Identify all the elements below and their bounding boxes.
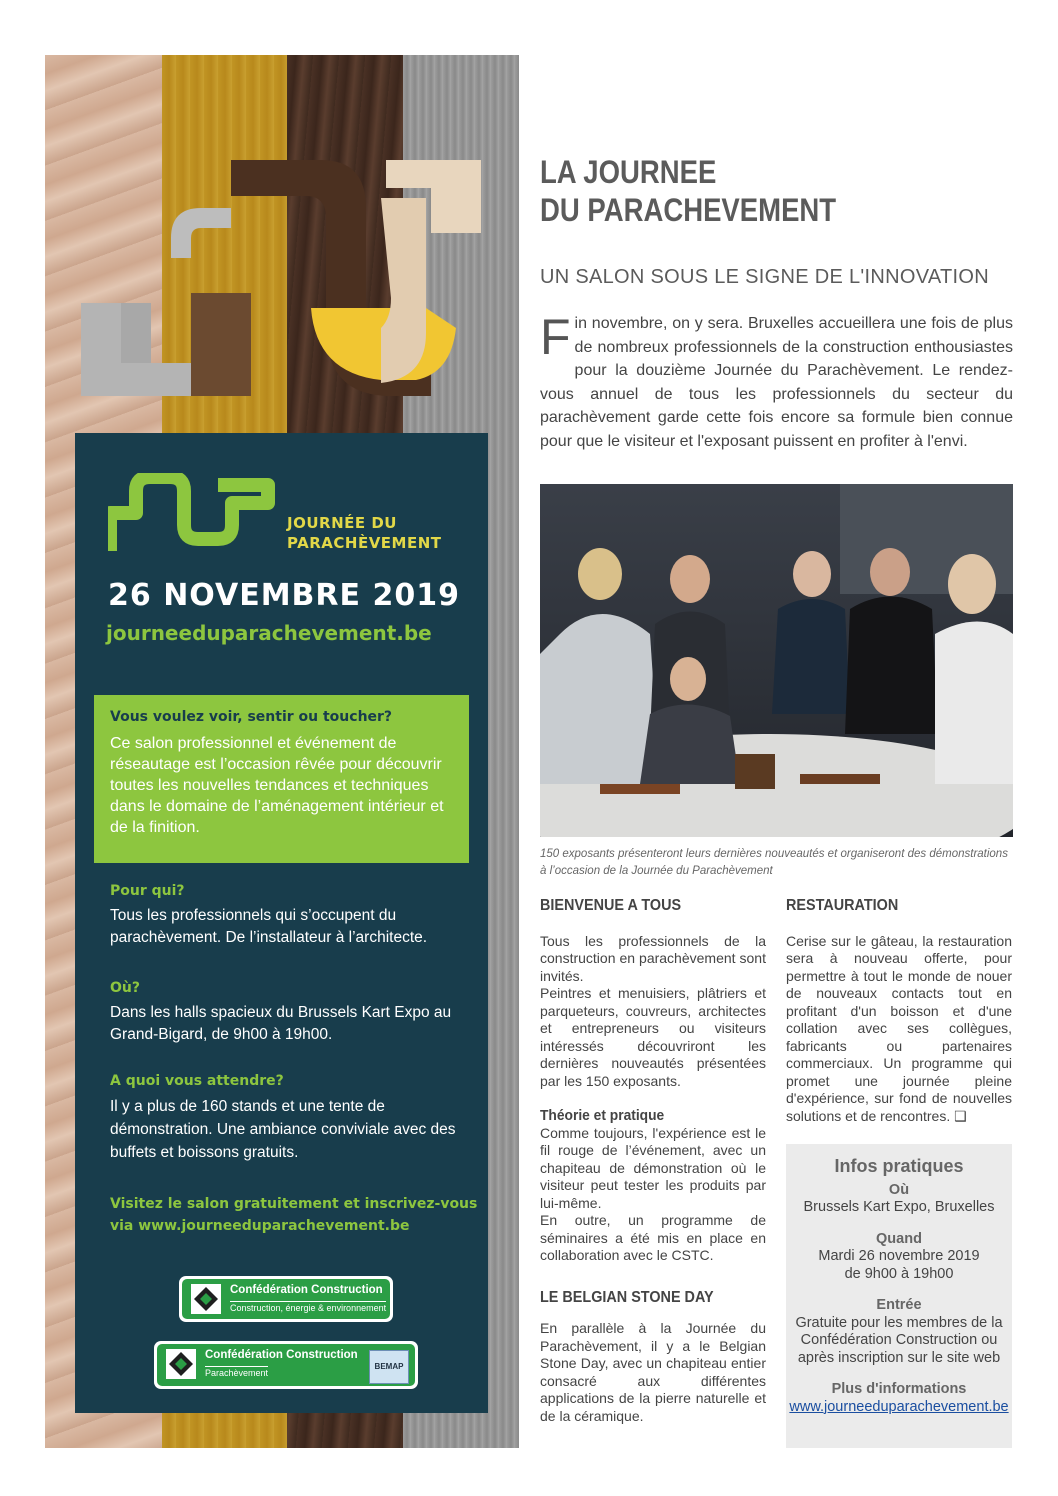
where-label: Où bbox=[888, 1181, 910, 1198]
confederation-badge bbox=[179, 1276, 393, 1322]
intro-text: in novembre, on y sera. Bruxelles accueillera une fois de plus de nombreux professionnels de la construction enthousiastes pour la douzième Journée du Parachèvement. Le rendez-vous annuel de tous les professionnels du secteur du parachèvement garde cette fois encore sa formule bien connue pour que le visiteur et l'exposant puissent en profiter à l'envi. bbox=[540, 315, 1013, 450]
event-banner bbox=[45, 55, 519, 1448]
article-intro bbox=[540, 309, 1013, 453]
stone-day-heading: LE BELGIAN STONE DAY bbox=[540, 1288, 714, 1306]
qa-where bbox=[110, 980, 475, 1046]
highlight-box bbox=[94, 695, 469, 863]
visit-cta[interactable]: Visitez le salon gratuitement et inscrivez-vous via www.journeeduparachevement.be bbox=[110, 1196, 478, 1234]
qa-text: Tous les professionnels qui s’occupent du parachèvement. De l’installateur à l’architecte. bbox=[110, 907, 428, 946]
highlight-heading: Vous voulez voir, sentir ou toucher? bbox=[110, 709, 393, 725]
photo-caption: 150 exposants présenteront leurs dernières nouveautés et organiseront des démonstrations à l’occasion de la Journée du Parachèvement bbox=[540, 848, 1008, 877]
exhibition-photo bbox=[540, 484, 1013, 837]
info-panel bbox=[75, 433, 488, 1413]
badge-subtitle: Construction, énergie & environnement bbox=[230, 1303, 387, 1313]
article-title bbox=[540, 153, 836, 229]
material-logo-graphic bbox=[81, 158, 491, 398]
column-restauration bbox=[786, 897, 1012, 1125]
event-website[interactable]: journeeduparachevement.be bbox=[106, 621, 432, 645]
column-welcome bbox=[540, 897, 766, 1425]
entry-value: Gratuite pour les membres de la Confédération Construction ou après inscription sur le site web bbox=[795, 1314, 1003, 1366]
more-info-link[interactable]: www.journeeduparachevement.be bbox=[789, 1398, 1009, 1415]
info-title: Infos pratiques bbox=[834, 1156, 964, 1176]
qa-heading: Pour qui? bbox=[110, 883, 185, 899]
entry-label: Entrée bbox=[876, 1297, 922, 1313]
welcome-p1: Tous les professionnels de la construction en parachèvement sont invités. bbox=[540, 932, 766, 984]
bemap-logo: BEMAP bbox=[369, 1350, 409, 1384]
where-value: Brussels Kart Expo, Bruxelles bbox=[803, 1199, 995, 1215]
restauration-heading: RESTAURATION bbox=[786, 897, 899, 914]
article-subtitle: UN SALON SOUS LE SIGNE DE L'INNOVATION bbox=[540, 266, 990, 288]
confederation-icon bbox=[166, 1349, 196, 1379]
title-line1: LA JOURNEE bbox=[540, 154, 717, 190]
qa-text: Dans les halls spacieux du Brussels Kart Expo au Grand-Bigard, de 9h00 à 19h00. bbox=[110, 1004, 452, 1043]
logo-title-line2: PARACHÈVEMENT bbox=[287, 534, 442, 552]
badge-title: Confédération Construction bbox=[230, 1284, 383, 1296]
journee-logo-icon bbox=[108, 473, 278, 553]
practical-info-box bbox=[786, 1144, 1012, 1448]
qa-text: Il y a plus de 160 stands et une tente de démonstration. Une ambiance conviviale avec des buffets et boissons gratuits. bbox=[110, 1098, 456, 1161]
more-info-label: Plus d'informations bbox=[831, 1381, 967, 1397]
stone-day-text: En parallèle à la Journée du Parachèvement, il y a le Belgian Stone Day, avec un chapiteau entier consacré aux différentes applications de la pierre naturelle et de la céramique. bbox=[540, 1320, 766, 1424]
when-hours: de 9h00 à 19h00 bbox=[844, 1265, 954, 1282]
event-date: 26 NOVEMBRE 2019 bbox=[108, 578, 460, 613]
qa-expect bbox=[110, 1073, 475, 1164]
theory-heading: Théorie et pratique bbox=[540, 1107, 665, 1124]
badge-subtitle: Parachèvement bbox=[205, 1368, 269, 1378]
journee-logo-title bbox=[287, 513, 442, 553]
welcome-p2: Peintres et menuisiers, plâtriers et parqueteurs, couvreurs, architectes et entrepreneurs ou visiteurs intéressés découvriront les dernières nouveautés présentées par les 150 exposants. bbox=[540, 985, 766, 1089]
title-line2: DU PARACHEVEMENT bbox=[540, 192, 837, 228]
when-date: Mardi 26 novembre 2019 bbox=[818, 1248, 980, 1264]
highlight-text: Ce salon professionnel et événement de réseautage est l’occasion rêvée pour découvrir toutes les nouvelles tendances et techniques dans le domaine de l’aménagement intérieur et de la finition. bbox=[110, 735, 444, 836]
logo-title-line1: JOURNÉE DU bbox=[287, 514, 397, 532]
qa-who bbox=[110, 883, 475, 949]
welcome-heading: BIENVENUE A TOUS bbox=[540, 897, 682, 914]
when-label: Quand bbox=[876, 1230, 922, 1247]
drop-cap: F bbox=[540, 309, 571, 365]
badge-title: Confédération Construction bbox=[205, 1349, 358, 1361]
parachevement-badge bbox=[154, 1341, 418, 1389]
theory-p2: En outre, un programme de séminaires a été mis en place en collaboration avec le CSTC. bbox=[540, 1212, 766, 1263]
restauration-text: Cerise sur le gâteau, la restauration sera à nouveau offerte, pour permettre à tout le monde de nouer de nouveaux contacts tout en profitant d'un boisson et d'une collation avec ses collègues, fabricants ou partenaires commerciaux. Un programme qui promet une journée pleine d'expérience, sur fond de nouvelles solutions et de rencontres. ❑ bbox=[786, 932, 1012, 1124]
confederation-icon bbox=[191, 1284, 221, 1314]
qa-heading: A quoi vous attendre? bbox=[110, 1073, 284, 1089]
qa-heading: Où? bbox=[110, 980, 140, 996]
theory-p1: Comme toujours, l'expérience est le fil rouge de l’événement, avec un chapiteau de démonstration où le visiteur peut tester les produits par lui-même. bbox=[540, 1124, 766, 1211]
